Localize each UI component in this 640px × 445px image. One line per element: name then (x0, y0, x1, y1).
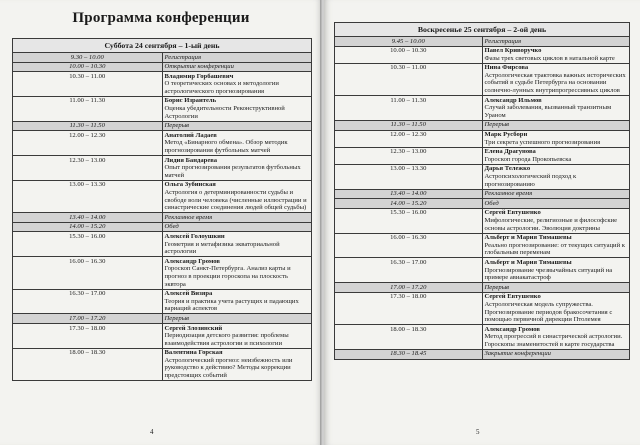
time-slot: 9.45 – 10.00 (335, 37, 483, 47)
day-header: Суббота 24 сентября – 1-ый день (13, 39, 312, 53)
time-slot: 16.00 – 16.30 (335, 233, 483, 258)
session-title: О теоретических основах и методологии астрологического прогнозирования (164, 80, 279, 95)
schedule-row (13, 314, 312, 324)
time-slot: 11.30 – 11.50 (335, 120, 483, 130)
session-title: Мифологические, религиозные и философские основы астрологии. Эволюция доктрины (484, 216, 618, 232)
time-slot: 12.00 – 12.30 (335, 130, 483, 147)
schedule-row (13, 180, 312, 212)
session-title: Астрология о детерминированности судьбы и свободе воли человека (численные иллюстрации и синастрические соединения людей общей судьбы) (164, 189, 307, 212)
session-title: Периодизация детского развития: проблемы взаимодействия астрологии и психологии (164, 332, 289, 347)
schedule-row (335, 283, 630, 293)
session-title: Регистрация (164, 53, 202, 61)
session-title: Три секрета успешного прогнозирования (484, 138, 601, 146)
session-cell (162, 232, 312, 257)
schedule-row (335, 63, 630, 95)
schedule-row (13, 62, 312, 72)
speaker-name: Александр Ильмов (484, 96, 542, 104)
speaker-name: Ольга Зубинская (164, 181, 216, 189)
session-cell (482, 189, 630, 199)
day-header: Воскресенье 25 сентября – 2-ой день (335, 23, 630, 37)
time-slot: 14.00 – 15.20 (13, 222, 163, 232)
time-slot: 18.00 – 18.30 (13, 348, 163, 380)
session-cell (482, 96, 630, 121)
schedule-row (335, 147, 630, 164)
page-title: Программа конференции (72, 10, 250, 26)
time-slot: 10.30 – 11.00 (13, 72, 163, 97)
time-slot: 18.30 – 18.45 (335, 349, 483, 359)
schedule-row (13, 53, 312, 63)
session-title: Случай заболевания, вызванный транзитным Ураном (484, 104, 612, 119)
time-slot: 16.00 – 16.30 (13, 257, 163, 289)
speaker-name: Лидия Бандарева (164, 156, 218, 164)
session-cell (482, 233, 630, 258)
session-title: Закрытие конференции (484, 350, 551, 358)
schedule-table-day2 (334, 22, 630, 360)
time-slot: 17.00 – 17.20 (335, 283, 483, 293)
session-title: Астрологическая трактовка важных исторических событий в судьбе Петербурга на основании солнечно-лунных внутрипрогрессивных циклов (484, 71, 626, 95)
session-cell (162, 156, 312, 181)
session-cell (162, 348, 312, 380)
schedule-row (335, 46, 630, 63)
session-title: Рекламное время (164, 213, 213, 221)
schedule-row (335, 325, 630, 350)
schedule-row (335, 233, 630, 258)
session-cell (482, 63, 630, 95)
session-cell (162, 96, 312, 121)
schedule-row (13, 131, 312, 156)
schedule-row (13, 232, 312, 257)
speaker-name: Владимир Горбашевич (164, 72, 234, 80)
schedule-row (335, 208, 630, 233)
time-slot: 10.00 – 10.30 (13, 62, 163, 72)
session-title: Перерыв (484, 283, 510, 291)
session-title: Метод прогрессий в синастрической астрологии. Гороскопы знаменитостей в карте государства (484, 333, 623, 348)
speaker-name: Дарья Тележко (484, 165, 531, 173)
speaker-name: Сергей Евтушенко (484, 293, 541, 301)
session-title: Обед (484, 199, 499, 207)
day-header-row (335, 23, 630, 37)
session-cell (162, 213, 312, 223)
schedule-row (335, 37, 630, 47)
schedule-row (13, 257, 312, 289)
speaker-name: Анатолий Ладаев (164, 131, 217, 139)
session-cell (482, 349, 630, 359)
session-cell (162, 180, 312, 212)
time-slot: 12.30 – 13.00 (13, 156, 163, 181)
session-cell (482, 37, 630, 47)
time-slot: 17.00 – 17.20 (13, 314, 163, 324)
session-title: Оценка убедительности Реконструктивной Астрологии (164, 105, 285, 120)
time-slot: 13.00 – 13.30 (13, 180, 163, 212)
schedule-row (335, 199, 630, 209)
session-cell (482, 283, 630, 293)
speaker-name: Елена Драгунова (484, 148, 536, 156)
schedule-row (335, 164, 630, 189)
session-title: Теория и практика учета растущих и падающих вариаций аспектов (164, 297, 299, 313)
session-cell (482, 292, 630, 324)
speaker-name: Александр Громов (164, 257, 220, 265)
session-cell (162, 314, 312, 324)
time-slot: 17.30 – 18.00 (13, 324, 163, 349)
time-slot: 12.00 – 12.30 (13, 131, 163, 156)
time-slot: 11.00 – 11.30 (13, 96, 163, 121)
time-slot: 18.00 – 18.30 (335, 325, 483, 350)
time-slot: 13.40 – 14.00 (335, 189, 483, 199)
time-slot: 13.00 – 13.30 (335, 164, 483, 189)
time-slot: 16.30 – 17.00 (13, 289, 163, 314)
time-slot: 17.30 – 18.00 (335, 292, 483, 324)
session-cell (162, 62, 312, 72)
schedule-row (13, 222, 312, 232)
schedule-row (13, 213, 312, 223)
session-title: Обед (164, 223, 179, 231)
session-cell (482, 120, 630, 130)
session-title: Гороскоп Санкт-Петербурга. Анализ карты и прогноз в проекции гороскопа на плоскость эквтора (164, 265, 291, 288)
right-page (324, 0, 640, 445)
speaker-name: Валентина Горская (164, 349, 223, 357)
session-cell (162, 121, 312, 131)
schedule-row (335, 96, 630, 121)
schedule-row (13, 324, 312, 349)
time-slot: 15.30 – 16.00 (13, 232, 163, 257)
schedule-row (335, 349, 630, 359)
session-cell (482, 199, 630, 209)
speaker-name: Альберт и Мария Тимашевы (484, 234, 572, 242)
session-title: Метод «Бинарного обмена». Обзор методик прогнозирования футбольных матчей (164, 139, 288, 155)
session-title: Открытие конференции (164, 63, 234, 71)
speaker-name: Алексей Визяра (164, 290, 213, 298)
session-cell (482, 46, 630, 63)
schedule-row (13, 72, 312, 97)
session-cell (482, 147, 630, 164)
time-slot: 11.00 – 11.30 (335, 96, 483, 121)
session-title: Регистрация (484, 37, 522, 45)
session-cell (482, 325, 630, 350)
time-slot: 12.30 – 13.00 (335, 147, 483, 164)
session-title: Прогнозирование чрезвычайных ситуаций на примере авиакатастроф (484, 266, 613, 282)
time-slot: 16.30 – 17.00 (335, 258, 483, 283)
schedule-row (13, 156, 312, 181)
session-title: Перерыв (164, 314, 190, 322)
speaker-name: Александр Громов (484, 325, 540, 333)
schedule-row (335, 189, 630, 199)
speaker-name: Сергей Злозинский (164, 324, 223, 332)
session-title: Астрологический прогноз: неизбежность или руководство к действию? Методы коррекции предстоящих событий (164, 356, 293, 380)
session-cell (482, 258, 630, 283)
session-cell (162, 257, 312, 289)
speaker-name: Павел Криворучко (484, 47, 542, 55)
schedule-row (13, 96, 312, 121)
speaker-name: Альберт и Мария Тимашевы (484, 258, 572, 266)
time-slot: 11.30 – 11.50 (13, 121, 163, 131)
time-slot: 10.00 – 10.30 (335, 46, 483, 63)
schedule-row (13, 348, 312, 380)
time-slot: 10.30 – 11.00 (335, 63, 483, 95)
session-title: Астрологическая модель супружества. Прогнозирование периодов бракосочетания с помощью первичной дирекции Птолемея (484, 300, 613, 324)
session-title: Перерыв (484, 121, 510, 129)
session-cell (162, 53, 312, 63)
schedule-row (335, 292, 630, 324)
session-cell (162, 72, 312, 97)
schedule-row (335, 130, 630, 147)
speaker-name: Борис Израитель (164, 97, 217, 105)
session-title: Реально прогнозирование: от текущих ситуаций к глобальным переменам (484, 241, 625, 257)
speaker-name: Марк Русборн (484, 131, 528, 139)
session-title: Рекламное время (484, 190, 533, 198)
session-title: Опыт прогнозирования результатов футбольных матчей (164, 164, 301, 179)
time-slot: 13.40 – 14.00 (13, 213, 163, 223)
page-number: 5 (476, 428, 480, 436)
session-title: Перерыв (164, 122, 190, 130)
session-cell (162, 324, 312, 349)
time-slot: 15.30 – 16.00 (335, 208, 483, 233)
schedule-table-day1 (12, 38, 312, 381)
schedule-row (335, 120, 630, 130)
time-slot: 14.00 – 15.20 (335, 199, 483, 209)
speaker-name: Сергей Евтушенко (484, 209, 541, 217)
session-cell (162, 289, 312, 314)
schedule-row (13, 289, 312, 314)
schedule-row (13, 121, 312, 131)
session-title: Фазы трех световых циклов в натальной карте (484, 54, 615, 62)
session-title: Астропсихологический подход к прогнозированию (484, 173, 577, 188)
speaker-name: Алексей Голоушкин (164, 232, 225, 240)
session-title: Геометрия и метафизика экваториальной астрологии (164, 240, 280, 256)
schedule-row (335, 258, 630, 283)
day-header-row (13, 39, 312, 53)
session-cell (482, 164, 630, 189)
session-cell (482, 208, 630, 233)
page-number: 4 (150, 428, 154, 436)
session-cell (162, 222, 312, 232)
session-cell (482, 130, 630, 147)
session-cell (162, 131, 312, 156)
speaker-name: Нина Фирсова (484, 64, 529, 72)
session-title: Гороскоп города Прокопьевска (484, 155, 572, 163)
time-slot: 9.30 – 10.00 (13, 53, 163, 63)
